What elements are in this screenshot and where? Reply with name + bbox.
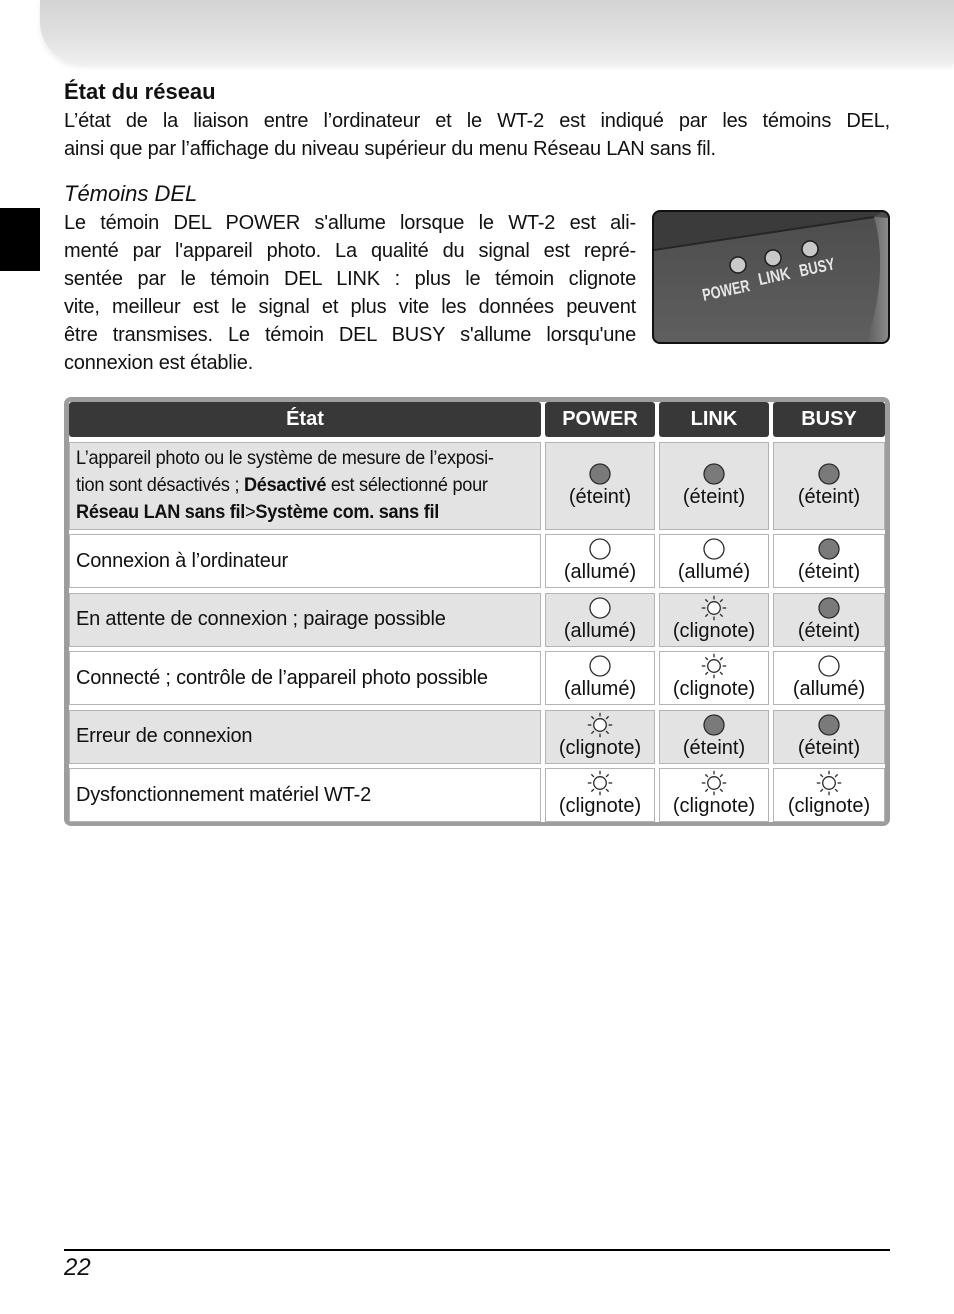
text-segment: Le témoin DEL [64,212,226,234]
row-5-busy-led-cell [773,710,885,764]
led-state-label: (allumé) [792,678,866,700]
row-1-busy-led-cell [773,442,885,530]
menu-option-name: Système com. sans fil [255,501,440,523]
header-link: LINK [659,402,769,437]
led-status-table [64,397,890,826]
led-on-icon [816,655,842,677]
subsection-title: Témoins DEL [64,181,198,206]
power-led-label: POWER [700,272,768,305]
row-6-state-description [69,768,541,822]
led-state-label: (allumé) [563,678,637,700]
led-off-icon [701,714,727,736]
led-state-label: (allumé) [677,561,751,583]
row-6-busy-led-cell [773,768,885,822]
row-3-power-led-cell [545,593,655,647]
description-segment: est sélectionné pour [326,474,488,496]
intro-line: L’état de la liaison entre l’ordinateur et le WT-2 est indiqué par les témoins DEL, [64,110,890,132]
menu-option-name: Réseau LAN sans fil [76,501,246,523]
led-off-icon [701,463,727,485]
row-4-link-led-cell [659,651,769,705]
text-segment: sentée par le témoin DEL [64,268,337,290]
table-grid [69,402,885,822]
row-6-link-led-cell [659,768,769,822]
row-3-busy-led-cell [773,593,885,647]
intro-line: ainsi que par l’affichage du niveau supérieur du menu Réseau LAN sans fil. [64,138,716,160]
row-1-link-led-cell [659,442,769,530]
busy-led-icon [802,241,818,257]
footer-rule [64,1249,890,1251]
row-3-state-description [69,593,541,647]
description-line [76,665,541,692]
power-led-icon [730,257,746,273]
led-blinking-icon [816,772,842,794]
row-4-state-description [69,651,541,705]
header-power: POWER [545,402,655,437]
description-segment: > [245,501,256,523]
led-off-icon [816,463,842,485]
row-2-link-led-cell [659,534,769,588]
led-state-label: (clignote) [672,678,756,700]
led-on-icon [587,597,613,619]
row-3-link-led-cell [659,593,769,647]
row-5-link-led-cell [659,710,769,764]
row-1-power-led-cell [545,442,655,530]
led-state-label: (éteint) [797,485,861,508]
led-name: BUSY [391,324,445,346]
led-blinking-icon [587,772,613,794]
led-on-icon [587,655,613,677]
text-segment: être transmises. Le témoin DEL [64,324,392,346]
led-name: POWER [225,212,301,234]
busy-led-label: BUSY [797,252,848,281]
description-line [76,548,541,575]
device-led-illustration [652,210,890,344]
description-segment: Connexion à l’ordinateur [76,549,289,572]
description-text [76,548,541,575]
row-2-power-led-cell [545,534,655,588]
led-blinking-icon [701,655,727,677]
led-state-label: (éteint) [568,485,632,508]
header-etat: État [69,402,541,437]
led-on-icon [701,538,727,560]
row-6-power-led-cell [545,768,655,822]
device-illustration-svg [652,210,890,344]
description-text [76,445,541,526]
link-led-label: LINK [756,262,800,290]
led-state-label: (éteint) [797,736,861,759]
description-line [76,499,508,526]
row-1-state-description [69,442,541,530]
paragraph-line [64,209,636,237]
header-band [40,0,954,64]
led-blinking-icon [587,714,613,736]
menu-option-name: Désactivé [243,474,327,496]
led-off-icon [816,714,842,736]
row-5-power-led-cell [545,710,655,764]
paragraph-line: menté par l'appareil photo. La qualité du signal est repré- [64,240,636,262]
description-line [76,445,508,472]
description-text [76,723,541,750]
description-text [76,606,541,633]
led-name: LINK [336,268,380,290]
paragraph-line [64,321,636,349]
page-number: 22 [64,1254,91,1281]
text-segment: : plus le témoin clignote [379,268,636,290]
description-segment: tion sont désactivés ; [76,474,244,496]
description-segment: L’appareil photo ou le système de mesure de l’exposi- [76,447,494,469]
paragraph-line: connexion est établie. [64,352,254,374]
description-line [76,606,541,633]
row-4-power-led-cell [545,651,655,705]
description-text [76,665,541,692]
led-state-label: (clignote) [558,795,642,817]
led-state-label: (éteint) [682,485,746,508]
description-line [76,472,508,499]
led-state-label: (clignote) [787,795,871,817]
led-off-icon [816,597,842,619]
led-blinking-icon [701,772,727,794]
description-segment: Connecté ; contrôle de l’appareil photo possible [76,666,488,689]
led-state-label: (clignote) [672,795,756,817]
description-line [76,723,541,750]
paragraph-line: vite, meilleur est le signal et plus vite les données peuvent [64,296,636,318]
link-led-icon [765,250,781,266]
chapter-tab [0,208,40,271]
description-segment: En attente de connexion ; pairage possible [76,608,446,630]
row-5-state-description [69,710,541,764]
section-title: État du réseau [64,79,216,104]
text-segment: s'allume lorsque le WT-2 est ali- [300,212,636,234]
led-off-icon [816,538,842,560]
paragraph-line [64,265,636,293]
description-text [76,782,541,809]
led-state-label: (clignote) [672,619,756,642]
row-2-state-description [69,534,541,588]
led-state-label: (éteint) [797,561,861,583]
led-state-label: (allumé) [563,619,637,642]
row-2-busy-led-cell [773,534,885,588]
row-4-busy-led-cell [773,651,885,705]
intro-paragraph [64,107,890,163]
led-state-label: (éteint) [682,736,746,759]
text-segment: s'allume lorsqu'une [444,324,636,346]
led-state-label: (éteint) [797,619,861,642]
header-busy: BUSY [773,402,885,437]
led-blinking-icon [701,597,727,619]
led-paragraph [64,209,636,377]
led-on-icon [587,538,613,560]
led-state-label: (clignote) [558,736,642,759]
led-state-label: (allumé) [563,561,637,583]
description-segment: Dysfonctionnement matériel WT-2 [76,783,372,806]
description-line [76,782,541,809]
description-segment: Erreur de connexion [76,725,253,747]
led-off-icon [587,463,613,485]
